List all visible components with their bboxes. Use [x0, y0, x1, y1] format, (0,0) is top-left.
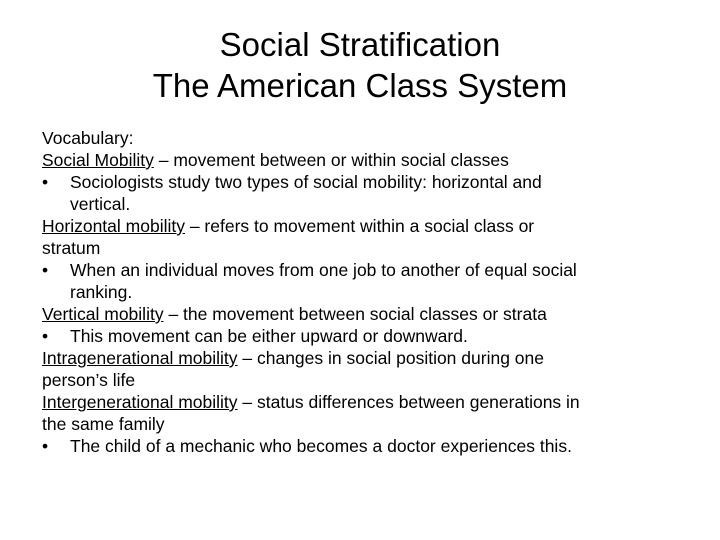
intergenerational-mobility-definition [42, 391, 690, 413]
intragenerational-mobility-definition [42, 347, 690, 369]
vertical-mobility-text: – the movement between social classes or strata [163, 304, 547, 324]
vertical-mobility-bullet [42, 325, 690, 347]
horizontal-mobility-definition [42, 215, 690, 237]
intergenerational-mobility-bullet-line-1: The child of a mechanic who becomes a doctor experiences this. [70, 436, 572, 456]
bullet-point: • [42, 260, 49, 280]
horizontal-mobility-text: – refers to movement within a social class or [184, 216, 535, 236]
horizontal-mobility-bullet-line-2: ranking. [70, 282, 133, 302]
social-mobility-text: – movement between or within social classes [153, 150, 509, 170]
intergenerational-mobility-bullet [42, 435, 690, 457]
vertical-mobility-bullet-line-1: This movement can be either upward or downward. [70, 326, 468, 346]
bullet-point: • [42, 172, 49, 192]
social-mobility-definition [42, 149, 690, 171]
vocabulary-heading: Vocabulary: [42, 128, 134, 148]
social-mobility-bullet-line-1: Sociologists study two types of social mobility: horizontal and [70, 172, 542, 192]
slide-body [42, 127, 690, 457]
intergenerational-mobility-definition-line-2: the same family [42, 414, 165, 434]
vertical-mobility-term: Vertical mobility [42, 304, 164, 324]
social-mobility-bullet-line-2: vertical. [70, 194, 131, 214]
intergenerational-mobility-text: – status differences between generations in [237, 392, 580, 412]
social-mobility-bullet [42, 171, 690, 215]
horizontal-mobility-term: Horizontal mobility [42, 216, 185, 236]
intragenerational-mobility-text: – changes in social position during one [237, 348, 544, 368]
intergenerational-mobility-term: Intergenerational mobility [42, 392, 238, 412]
horizontal-mobility-bullet [42, 259, 690, 303]
vertical-mobility-definition [42, 303, 690, 325]
horizontal-mobility-bullet-line-1: When an individual moves from one job to another of equal social [70, 260, 577, 280]
bullet-point: • [42, 436, 49, 456]
horizontal-mobility-definition-line-2: stratum [42, 238, 101, 258]
intragenerational-mobility-definition-line-2: person’s life [42, 370, 136, 390]
slide-title [0, 24, 720, 106]
intragenerational-mobility-term: Intragenerational mobility [42, 348, 238, 368]
title-line-1: Social Stratification [219, 26, 501, 63]
social-mobility-term: Social Mobility [42, 150, 154, 170]
bullet-point: • [42, 326, 49, 346]
title-line-2: The American Class System [152, 67, 568, 104]
